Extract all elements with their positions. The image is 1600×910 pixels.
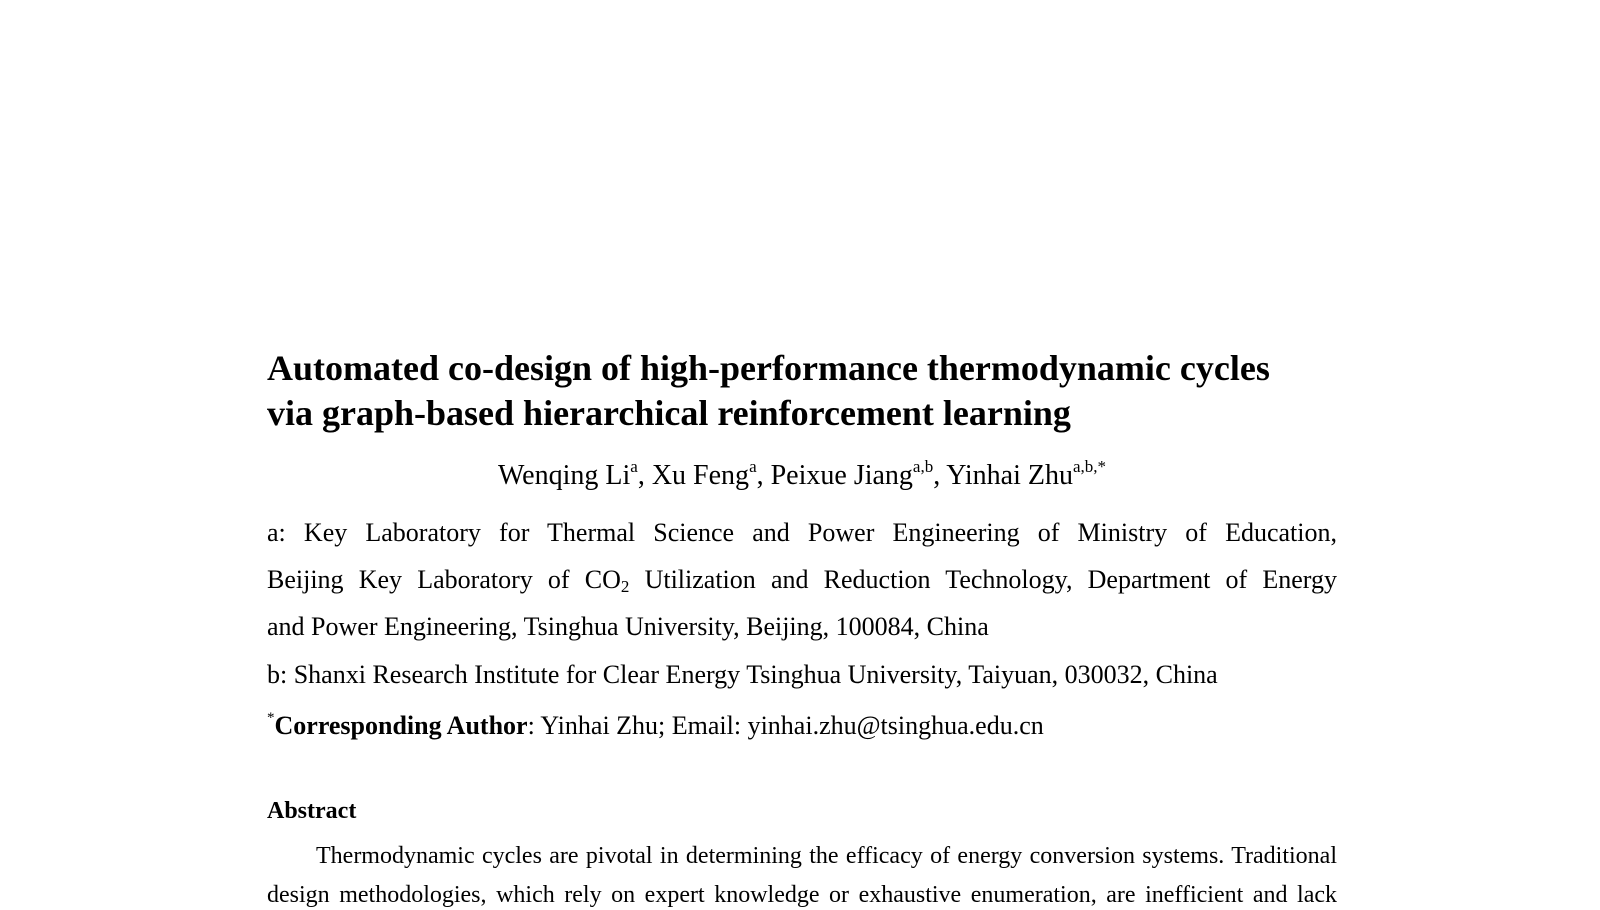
corresponding-marker: * [267,710,275,726]
abstract-line-1: Thermodynamic cycles are pivotal in determining the efficacy of energy conversion systems. Traditional [316,843,1337,869]
corresponding-label: Corresponding Author [274,711,528,740]
corresponding-contact: : Yinhai Zhu; Email: yinhai.zhu@tsinghua.edu.cn [527,711,1044,740]
abstract-heading: Abstract [267,798,357,824]
author-name: Wenqing Li [498,460,631,491]
author-name: Peixue Jiang [770,460,913,491]
author-separator: , [637,460,652,491]
author-name: Xu Feng [651,460,750,491]
author-affiliation-marker: a,b,* [1072,457,1106,476]
affiliation-a-line-3: and Power Engineering, Tsinghua University, Beijing, 100084, China [267,612,989,641]
author-affiliation-marker: a [749,457,757,476]
paper-title [267,346,1347,436]
title-line-2: via graph-based hierarchical reinforcement learning [267,393,1071,433]
corresponding-author [267,702,1044,750]
author-separator: , [933,460,947,491]
affiliation-a-line-1: a: Key Laboratory for Thermal Science and Power Engineering of Ministry of Education, [267,518,1337,547]
affiliation-a-line-2 [267,556,1337,604]
abstract-line-2: design methodologies, which rely on expert knowledge or exhaustive enumeration, are inefficient and lack [267,882,1337,908]
affiliation-text: Utilization and Reduction Technology, Department of Energy [629,565,1337,594]
affiliation-b: b: Shanxi Research Institute for Clear Energy Tsinghua University, Taiyuan, 030032, China [267,660,1218,689]
author-list [267,459,1337,493]
subscript: 2 [620,577,630,596]
author-affiliation-marker: a,b [912,457,934,476]
author-separator: , [756,460,771,491]
affiliation-text: Beijing Key Laboratory of CO [267,565,621,594]
author-name: Yinhai Zhu [946,460,1073,491]
title-line-1: Automated co-design of high-performance thermodynamic cycles [267,348,1270,388]
author-affiliation-marker: a [630,457,638,476]
